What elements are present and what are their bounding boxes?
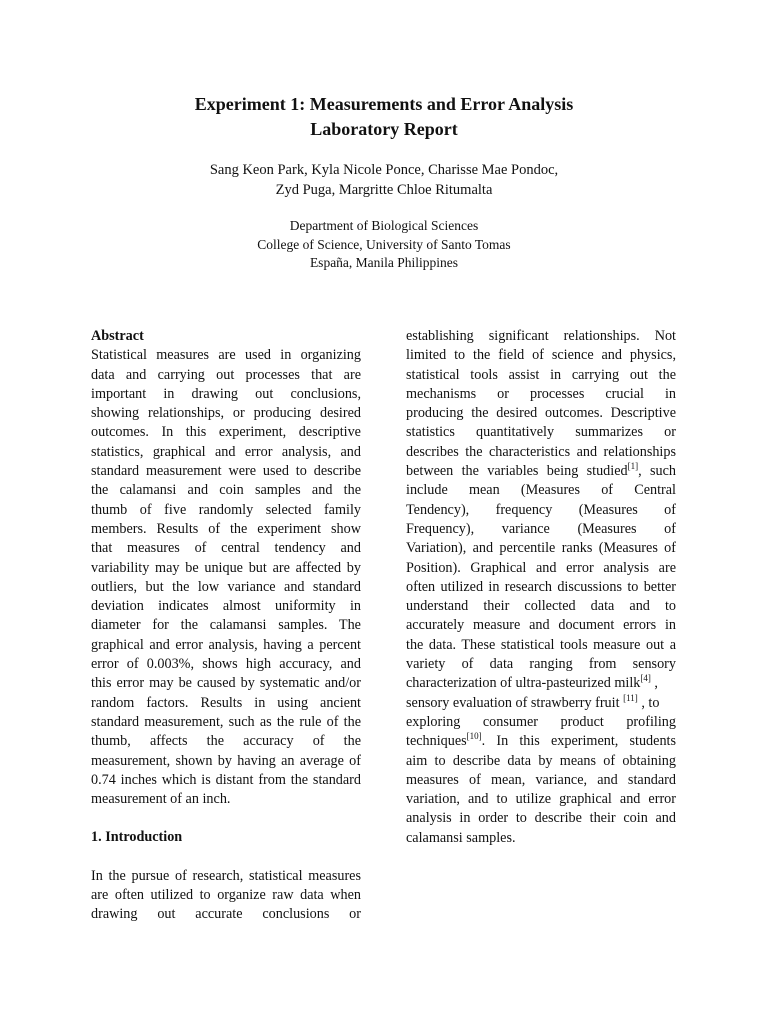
- intro-line: aim to describe data by means of obtaining: [406, 752, 676, 769]
- abstract-line: standard measurement were used to describe: [91, 463, 361, 480]
- intro-line: drawing out accurate conclusions or: [91, 906, 361, 923]
- abstract-line: deviation indicates almost uniformity in: [91, 598, 361, 615]
- abstract-body: [91, 346, 361, 809]
- intro-line: statistics quantitatively summarizes or: [406, 424, 676, 441]
- abstract-heading: Abstract: [91, 328, 144, 344]
- abstract-line: outcomes. In this experiment, descriptive: [91, 424, 361, 441]
- right-column: [406, 327, 676, 848]
- intro-line: exploring consumer product profiling: [406, 713, 676, 730]
- abstract-line: variability may be unique but are affected by: [91, 559, 361, 576]
- intro-line: accurately measure and document errors in: [406, 617, 676, 634]
- abstract-line: 0.74 inches which is distant from the standard: [91, 771, 361, 788]
- intro-line-with-citation: [406, 732, 676, 751]
- abstract-line: graphical and error analysis, having a percent: [91, 636, 361, 653]
- intro-line: variation, and to utilize graphical and error: [406, 791, 676, 808]
- intro-line: are often utilized to organize raw data when: [91, 887, 361, 904]
- intro-line: limited to the field of science and physics,: [406, 347, 676, 364]
- abstract-line: members. Results of the experiment show: [91, 520, 361, 537]
- line-text: ,: [650, 675, 658, 692]
- intro-line: Frequency), variance (Measures of: [406, 520, 676, 537]
- intro-line: Position). Graphical and error analysis are: [406, 559, 676, 576]
- intro-line: variety of data ranging from sensory: [406, 656, 676, 673]
- affiliation-line-1: Department of Biological Sciences: [289, 218, 479, 233]
- intro-line: often utilized in research discussions to better: [406, 578, 676, 595]
- citation-ref: [10]: [466, 731, 482, 742]
- line-text: . In this experiment, students: [481, 733, 676, 750]
- abstract-line: outliers, but the low variance and standard: [91, 578, 361, 595]
- line-text: , to: [637, 694, 660, 711]
- left-column: [91, 327, 361, 925]
- abstract-line: error of 0.003%, shows high accuracy, and: [91, 656, 361, 673]
- intro-line: producing the desired outcomes. Descriptive: [406, 405, 676, 422]
- abstract-line: thumb, affects the accuracy of the: [91, 733, 361, 750]
- abstract-line: this error may be caused by systematic and/or: [91, 675, 361, 692]
- introduction-body: [91, 867, 361, 925]
- abstract-line: showing relationships, or producing desired: [91, 405, 361, 422]
- intro-line-with-citation: [406, 674, 676, 693]
- citation-ref: [11]: [623, 692, 638, 703]
- intro-line: analysis in order to describe their coin and: [406, 810, 676, 827]
- abstract-line: data and carrying out processes that are: [91, 366, 361, 383]
- abstract-line: standard measurement, such as the rule of the: [91, 713, 361, 730]
- intro-line: include mean (Measures of Central: [406, 482, 676, 499]
- line-text: techniques: [406, 733, 467, 750]
- citation-ref: [1]: [627, 461, 639, 472]
- affiliation-line-2: College of Science, University of Santo Tomas: [257, 236, 511, 252]
- affiliation: [0, 217, 768, 273]
- line-text: sensory evaluation of strawberry fruit: [406, 694, 624, 711]
- line-text: , such: [638, 463, 677, 480]
- abstract-line: Statistical measures are used in organizing: [91, 347, 361, 364]
- abstract-line: measurement, shown by having an average of: [91, 752, 361, 769]
- intro-line: calamansi samples.: [406, 829, 516, 846]
- intro-line: mechanisms or processes crucial in: [406, 385, 676, 402]
- abstract-line: that measures of central tendency and: [91, 540, 361, 557]
- intro-line: statistical tools assist in carrying out the: [406, 366, 676, 383]
- intro-line: the data. These statistical tools measure out a: [406, 636, 676, 653]
- intro-line: Variation), and percentile ranks (Measures of: [406, 540, 676, 557]
- abstract-line: random factors. Results in using ancient: [91, 694, 361, 711]
- abstract-line: the calamansi and coin samples and the: [91, 482, 361, 499]
- abstract-line: diameter for the calamansi samples. The: [91, 617, 361, 634]
- abstract-line: measurement of an inch.: [91, 791, 231, 808]
- title-line-1: Experiment 1: Measurements and Error Analysis: [194, 94, 574, 114]
- intro-line: measures of mean, variance, and standard: [406, 771, 676, 788]
- affiliation-line-3: España, Manila Philippines: [309, 255, 459, 270]
- intro-line: Tendency), frequency (Measures of: [406, 501, 676, 518]
- abstract-line: important in drawing out conclusions,: [91, 385, 361, 402]
- intro-line: In the pursue of research, statistical measures: [91, 867, 361, 884]
- line-text: characterization of ultra-pasteurized milk: [406, 675, 641, 692]
- title-line-2: Laboratory Report: [310, 119, 458, 139]
- line-text: between the variables being studied: [406, 463, 628, 480]
- intro-line: describes the characteristics and relationships: [406, 443, 676, 460]
- intro-line-with-citation: [406, 694, 676, 713]
- intro-line-with-citation: [406, 462, 676, 481]
- intro-line: establishing significant relationships. Not: [406, 328, 676, 344]
- authors-line-1: Sang Keon Park, Kyla Nicole Ponce, Charisse Mae Pondoc,: [209, 162, 559, 178]
- paper-title: [0, 92, 768, 142]
- introduction-heading: 1. Introduction: [91, 829, 183, 846]
- abstract-line: statistics, graphical and error analysis, and: [91, 443, 361, 460]
- author-list: [0, 160, 768, 200]
- intro-line: understand their collected data and to: [406, 598, 676, 615]
- citation-ref: [4]: [640, 673, 651, 684]
- abstract-line: thumb of five randomly selected family: [91, 501, 361, 518]
- authors-line-2: Zyd Puga, Margritte Chloe Ritumalta: [275, 182, 493, 198]
